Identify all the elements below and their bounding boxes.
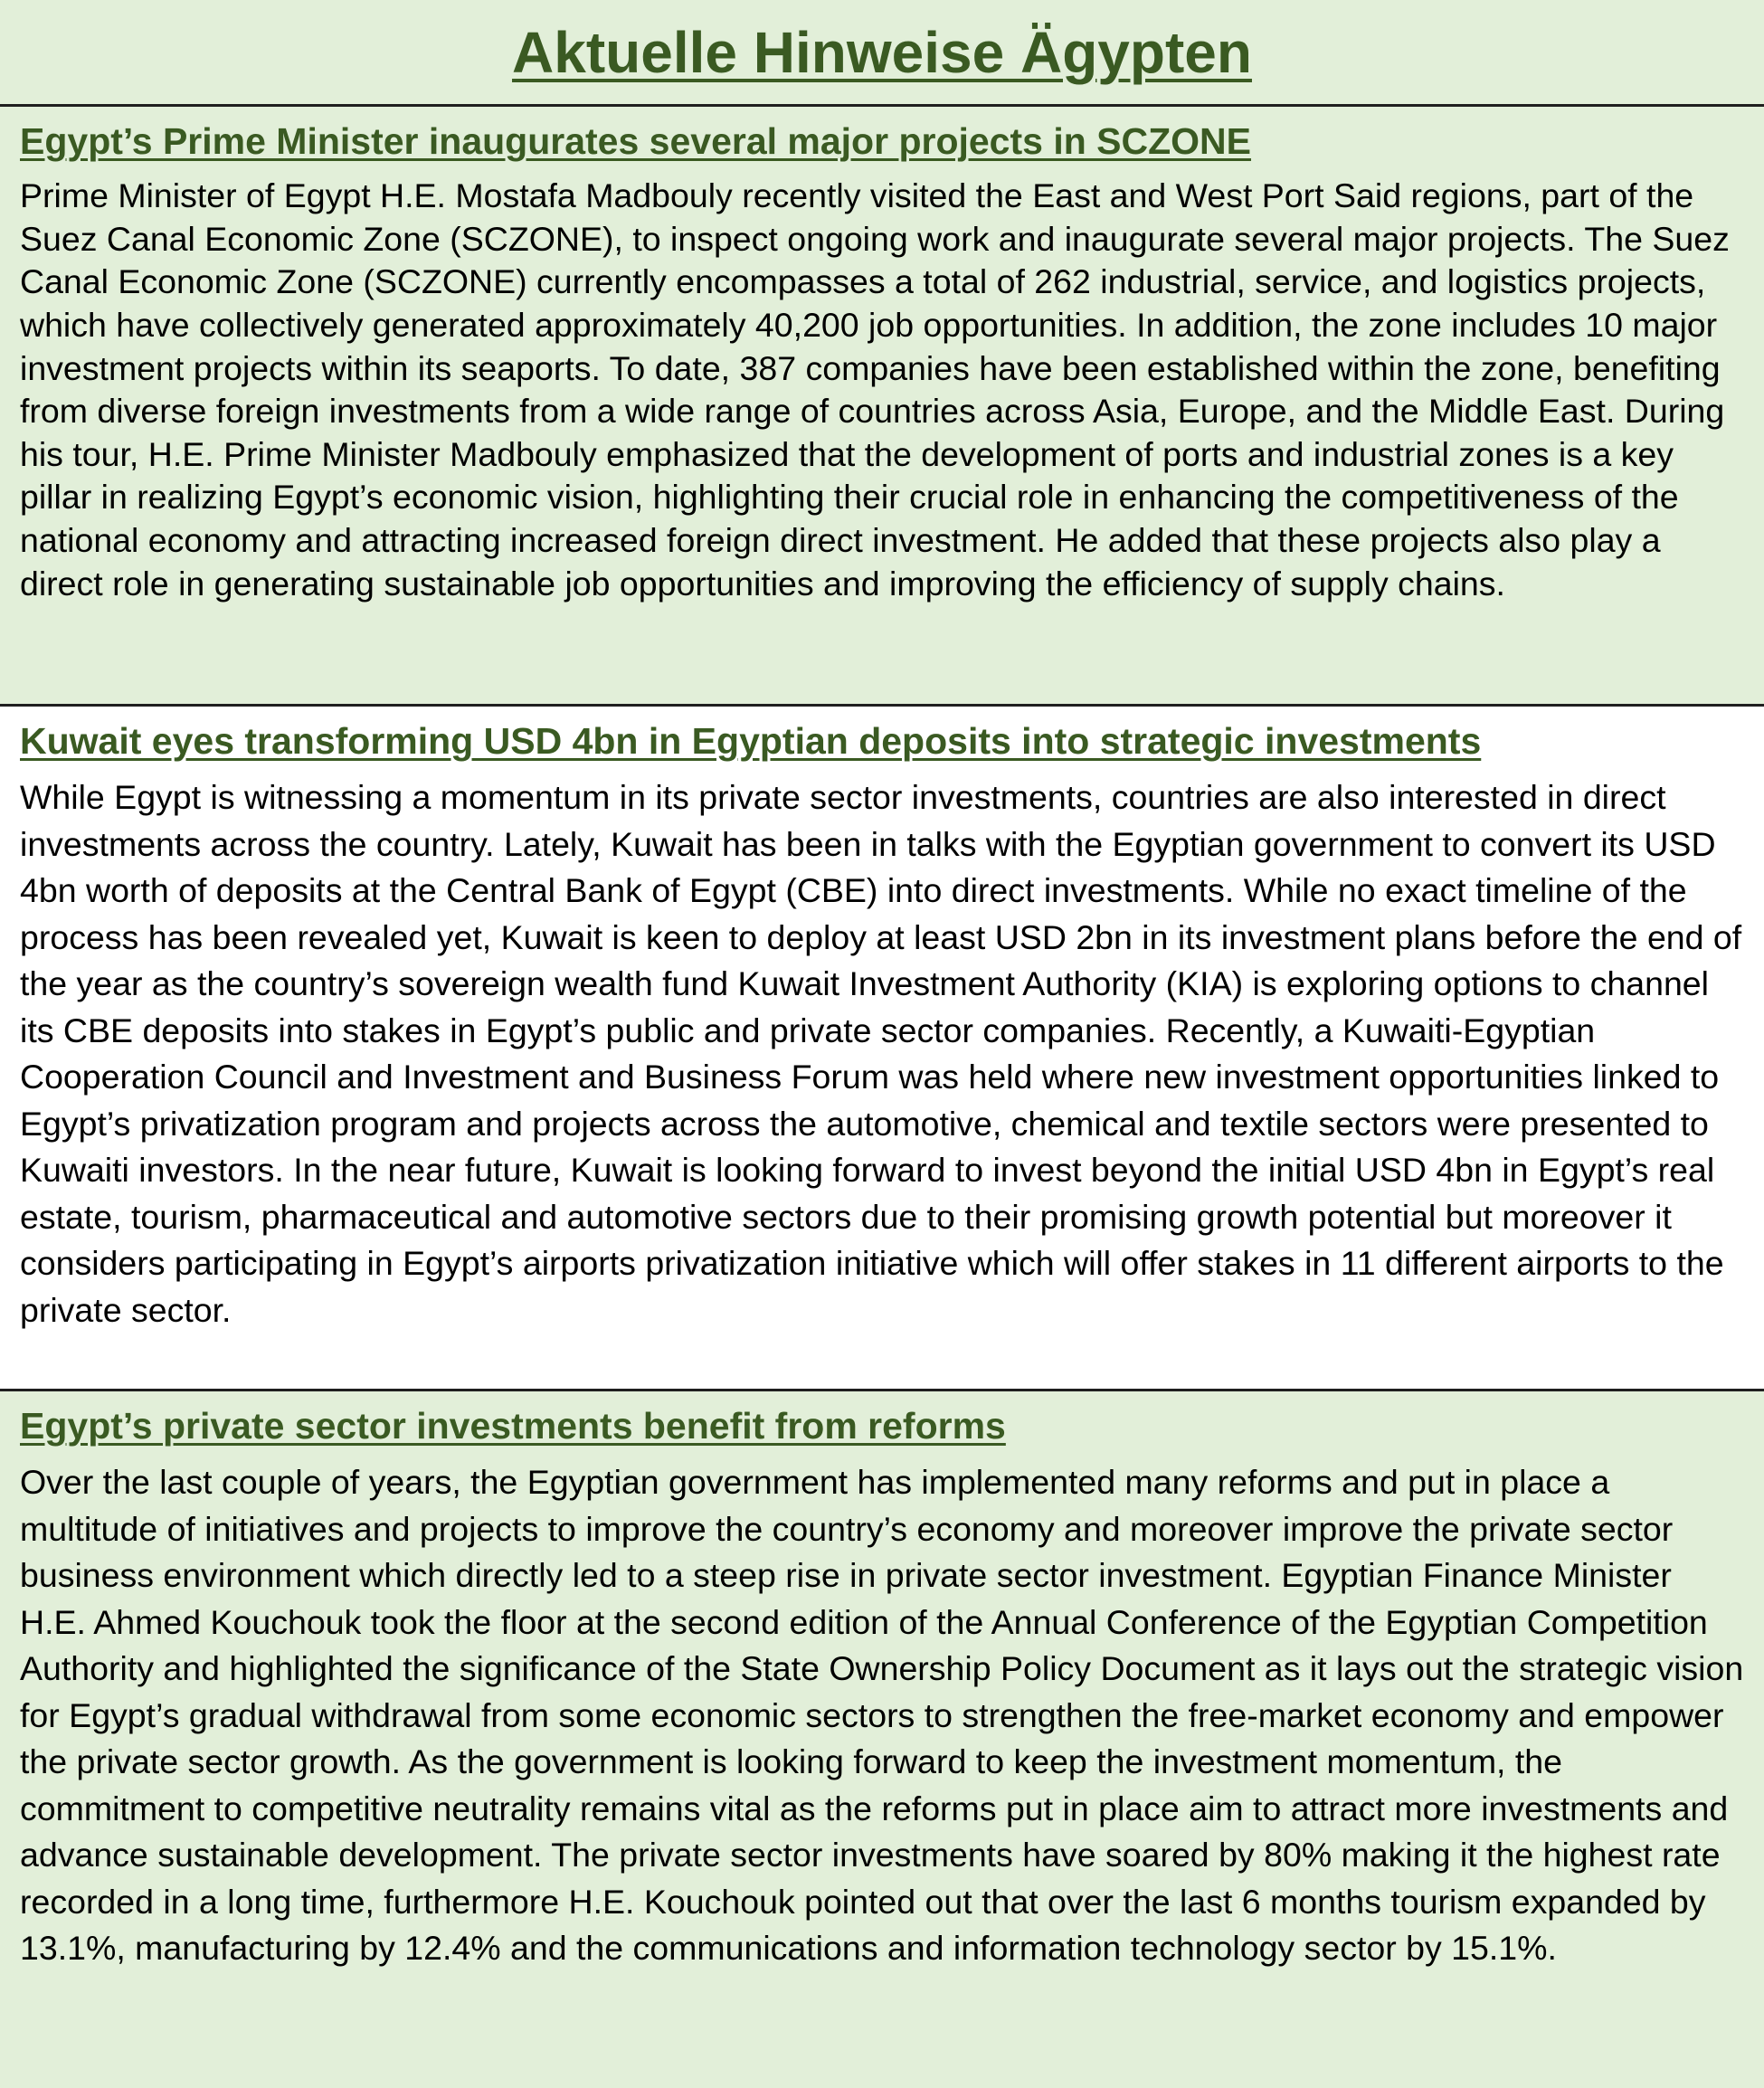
article-body: While Egypt is witnessing a momentum in its private sector investments, countries are also interested in direct investments across the country. Lately, Kuwait has been in talks with the Egyptian government to convert its USD 4bn worth of deposits at the Central Bank of Egypt (CBE) into direct investments. While no exact timeline of the process has been revealed yet, Kuwait is keen to deploy at least USD 2bn in its investment plans before the end of the year as the country’s sovereign wealth fund Kuwait Investment Authority (KIA) is exploring options to channel its CBE deposits into stakes in Egypt’s public and private sector companies. Recently, a Kuwaiti-Egyptian Cooperation Council and Investment and Business Forum was held where new investment opportunities linked to Egypt’s privatization program and projects across the automotive, chemical and textile sectors were presented to Kuwaiti investors. In the near future, Kuwait is looking forward to invest beyond the initial USD 4bn in Egypt’s real estate, tourism, pharmaceutical and automotive sectors due to their promising growth potential but moreover it considers participating in Egypt’s airports privatization initiative which will offer stakes in 11 different airports to the private sector. xyxy=(20,778,1742,1329)
article-body: Over the last couple of years, the Egyptian government has implemented many reforms and put in place a multitude of initiatives and projects to improve the country’s economy and moreover improve the private sector business environment which directly led to a steep rise in private sector investment. Egyptian Finance Minister H.E. Ahmed Kouchouk took the floor at the second edition of the Annual Conference of the Egyptian Competition Authority and highlighted the significance of the State Ownership Policy Document as it lays out the strategic vision for Egypt’s gradual withdrawal from some economic sectors to strengthen the free-market economy and empower the private sector growth. As the government is looking forward to keep the investment momentum, the commitment to competitive neutrality remains vital as the reforms put in place aim to attract more investments and advance sustainable development. The private sector investments have soared by 80% making it the highest rate recorded in a long time, furthermore H.E. Kouchouk pointed out that over the last 6 months tourism expanded by 13.1%, manufacturing by 12.4% and the communications and information technology sector by 15.1%. xyxy=(20,1463,1744,1968)
article-title: Kuwait eyes transforming USD 4bn in Egyptian deposits into strategic investments xyxy=(20,720,1482,762)
article-title: Egypt’s Prime Minister inaugurates several major projects in SCZONE xyxy=(20,120,1252,162)
page-header xyxy=(0,0,1764,107)
article-kuwait xyxy=(0,707,1764,1391)
article-title: Egypt’s private sector investments benefit from reforms xyxy=(20,1405,1006,1447)
article-sczone xyxy=(0,107,1764,707)
article-private-sector xyxy=(0,1391,1764,2088)
page-title: Aktuelle Hinweise Ägypten xyxy=(512,19,1252,85)
article-body: Prime Minister of Egypt H.E. Mostafa Madbouly recently visited the East and West Port Said regions, part of the Suez Canal Economic Zone (SCZONE), to inspect ongoing work and inaugurate several major projects. The Suez Canal Economic Zone (SCZONE) currently encompasses a total of 262 industrial, service, and logistics projects, which have collectively generated approximately 40,200 job opportunities. In addition, the zone includes 10 major investment projects within its seaports. To date, 387 companies have been established within the zone, benefiting from diverse foreign investments from a wide range of countries across Asia, Europe, and the Middle East. During his tour, H.E. Prime Minister Madbouly emphasized that the development of ports and industrial zones is a key pillar in realizing Egypt’s economic vision, highlighting their crucial role in enhancing the competitiveness of the national economy and attracting increased foreign direct investment. He added that these projects also play a direct role in generating sustainable job opportunities and improving the efficiency of supply chains. xyxy=(20,176,1730,603)
